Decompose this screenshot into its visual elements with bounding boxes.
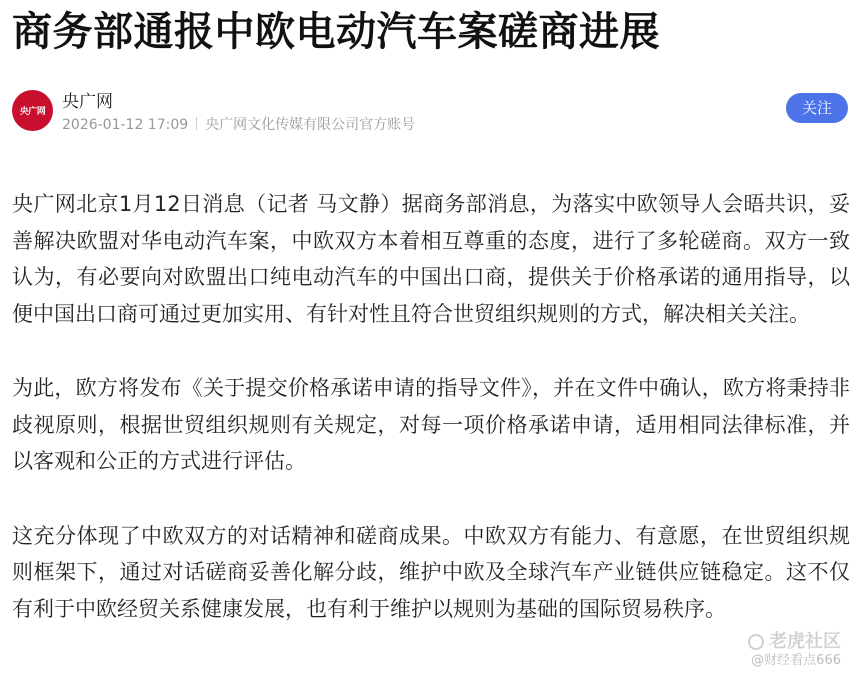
article-body	[12, 186, 850, 665]
account-description: 央广网文化传媒有限公司官方账号	[205, 117, 416, 133]
article-paragraph: 央广网北京1月12日消息（记者 马文静）据商务部消息，为落实中欧领导人会晤共识，妥善解决欧盟对华电动汽车案，中欧双方本着相互尊重的态度，进行了多轮磋商。双方一致认为，有必要向对欧盟出口纯电动汽车的中国出口商，提供关于价格承诺的通用指导，以便中国出口商可通过更加实用、有针对性且符合世贸组织规则的方式，解决相关关注。	[12, 192, 850, 326]
article-title: 商务部通报中欧电动汽车案磋商进展	[12, 9, 660, 55]
watermark-handle: @财经看点666	[751, 653, 841, 668]
publish-meta	[62, 115, 415, 135]
source-avatar[interactable]: 央广网	[12, 90, 53, 131]
article-paragraph: 为此，欧方将发布《关于提交价格承诺申请的指导文件》，并在文件中确认，欧方将秉持非歧视原则，根据世贸组织规则有关规定，对每一项价格承诺申请，适用相同法律标准，并以客观和公正的方式进行评估。	[12, 376, 850, 473]
source-name[interactable]: 央广网	[62, 92, 113, 112]
article-paragraph: 这充分体现了中欧双方的对话精神和磋商成果。中欧双方有能力、有意愿，在世贸组织规则框架下，通过对话磋商妥善化解分歧，维护中欧及全球汽车产业链供应链稳定。这不仅有利于中欧经贸关系健康发展，也有利于维护以规则为基础的国际贸易秩序。	[12, 523, 850, 621]
watermark-logo-text: 老虎社区	[769, 631, 841, 652]
meta-divider	[196, 117, 197, 130]
follow-button[interactable]: 关注	[786, 93, 848, 123]
author-row	[12, 90, 850, 136]
publish-datetime: 2026-01-12 17:09	[62, 117, 189, 133]
